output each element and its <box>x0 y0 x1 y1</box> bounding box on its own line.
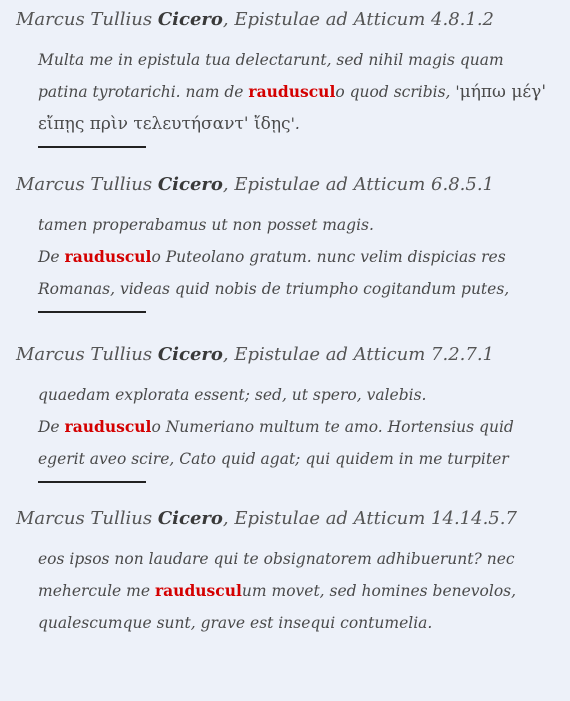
citation-work: , Epistulae ad Atticum 14.14.5.7 <box>222 508 517 529</box>
passage-fragment: o Numeriano multum te amo. Hortensius quid <box>151 418 514 436</box>
passage-line: qualescumque sunt, grave est insequi contumelia. <box>38 614 433 632</box>
passage-line <box>38 575 558 607</box>
passage-line <box>38 241 558 273</box>
result-entry-1 <box>16 8 570 148</box>
passage-text <box>38 543 558 639</box>
passage-line <box>38 108 558 140</box>
result-entry-4 <box>16 507 570 639</box>
passage-line: eos ipsos non laudare qui te obsignatorem adhibuerunt? nec <box>38 550 515 568</box>
citation-author: Cicero <box>157 344 223 365</box>
citation-work: , Epistulae ad Atticum 7.2.7.1 <box>222 344 495 365</box>
citation-work: , Epistulae ad Atticum 6.8.5.1 <box>222 174 495 195</box>
passage-line <box>38 76 558 108</box>
passage-text <box>38 379 558 475</box>
passage-line: Multa me in epistula tua delectarunt, sed nihil magis quam <box>38 51 504 69</box>
passage-fragment: um movet, sed homines benevolos, <box>241 582 517 600</box>
passage-fragment: De <box>38 418 65 436</box>
citation-heading[interactable] <box>16 173 570 197</box>
citation-author: Cicero <box>157 174 223 195</box>
passage-fragment: patina tyrotarichi. nam de <box>38 83 249 101</box>
highlighted-keyword: rauduscul <box>248 82 336 101</box>
citation-author: Cicero <box>157 9 223 30</box>
passage-fragment: o Puteolano gratum. nunc velim dispicias res <box>151 248 506 266</box>
citation-heading[interactable] <box>16 507 570 531</box>
citation-work: , Epistulae ad Atticum 4.8.1.2 <box>222 9 495 30</box>
citation-prefix: Marcus Tullius <box>16 508 158 529</box>
greek-quotation: μήπω μέγ' <box>459 82 547 102</box>
highlighted-keyword: rauduscul <box>64 247 152 266</box>
passage-line: tamen properabamus ut non posset magis. <box>38 216 374 234</box>
highlighted-keyword: rauduscul <box>154 581 242 600</box>
passage-line: quaedam explorata essent; sed, ut spero, valebis. <box>38 386 427 404</box>
passage-line: egerit aveo scire, Cato quid agat; qui quidem in me turpiter <box>38 450 509 468</box>
citation-prefix: Marcus Tullius <box>16 344 158 365</box>
passage-fragment: '. <box>290 115 300 133</box>
passage-text <box>38 209 558 305</box>
citation-heading[interactable] <box>16 343 570 367</box>
passage-text <box>38 44 558 140</box>
passage-fragment: De <box>38 248 65 266</box>
citation-author: Cicero <box>157 508 223 529</box>
greek-quotation: εἴπῃς πρὶν τελευτήσαντ' ἴδῃς <box>38 114 291 134</box>
passage-line: Romanas, videas quid nobis de triumpho cogitandum putes, <box>38 280 510 298</box>
result-entry-2 <box>16 173 570 313</box>
citation-prefix: Marcus Tullius <box>16 174 158 195</box>
highlighted-keyword: rauduscul <box>64 417 152 436</box>
passage-line <box>38 411 558 443</box>
citation-prefix: Marcus Tullius <box>16 9 158 30</box>
result-entry-3 <box>16 343 570 483</box>
passage-fragment: o quod scribis, ' <box>335 83 460 101</box>
citation-heading[interactable] <box>16 8 570 32</box>
passage-fragment: mehercule me <box>38 582 155 600</box>
